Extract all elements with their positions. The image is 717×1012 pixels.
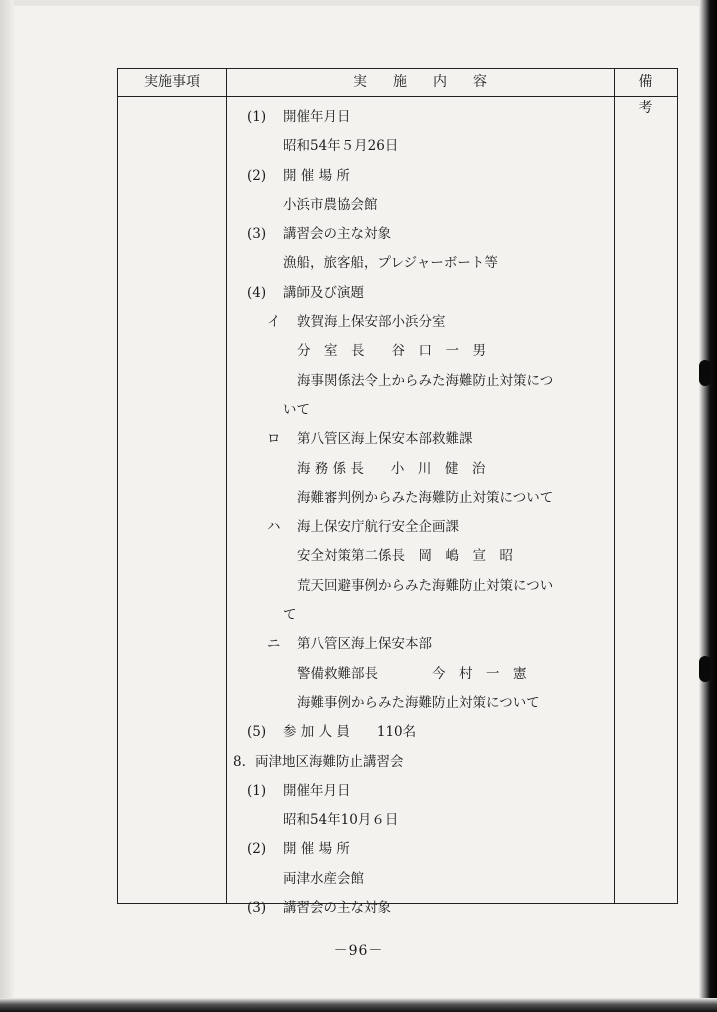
list-item: 海難事例からみた海難防止対策について (297, 694, 540, 711)
list-item: 小浜市農協会館 (283, 196, 378, 213)
list-item: ニ 第八管区海上保安本部 (267, 636, 432, 653)
header-implementation-item: 実施事項 (144, 74, 200, 90)
scan-bottom-edge (0, 998, 717, 1012)
header-implementation-content: 実施内容 (353, 74, 513, 90)
list-item: 海難審判例からみた海難防止対策について (297, 489, 554, 506)
content-column (233, 103, 613, 923)
list-item: 昭和54年10月６日 (283, 812, 399, 829)
header-remarks: 備考 (638, 74, 667, 116)
list-item: (5) 参 加 人 員 110名 (247, 724, 417, 741)
column-divider (614, 69, 615, 903)
list-item: (3) 講習会の主な対象 (247, 900, 391, 917)
page-number: －96－ (333, 943, 384, 959)
list-item: (4) 講師及び演題 (247, 284, 364, 301)
list-item: 海 務 係 長 小 川 健 治 (297, 460, 486, 477)
report-table (117, 68, 678, 917)
column-divider (226, 69, 227, 903)
list-item: て (283, 607, 297, 624)
list-item: 海事関係法令上からみた海難防止対策につ (297, 372, 554, 389)
list-item: 漁船，旅客船，プレジャーボート等 (283, 255, 498, 272)
list-item: 分 室 長 谷 口 一 男 (297, 343, 486, 360)
list-item: (1) 開催年月日 (247, 109, 351, 125)
scan-left-edge (0, 0, 14, 1012)
binder-hole-mark (699, 656, 711, 682)
table-header-row (118, 69, 677, 116)
list-item: 両津水産会館 (283, 870, 364, 887)
list-item: 安全対策第二係長 岡 嶋 宣 昭 (297, 548, 513, 565)
list-item: いて (283, 401, 310, 418)
scan-right-edge (699, 0, 717, 1012)
list-item: 荒天回避事例からみた海難防止対策につい (297, 577, 554, 594)
list-item: 警備救難部長 今 村 一 憲 (297, 665, 527, 682)
list-item: (1) 開催年月日 (247, 782, 351, 799)
list-item: ロ 第八管区海上保安本部救難課 (267, 431, 473, 448)
list-item: (3) 講習会の主な対象 (247, 226, 391, 243)
scan-top-edge (0, 0, 717, 6)
list-item: ハ 海上保安庁航行安全企画課 (267, 519, 459, 536)
list-item: イ 敦賀海上保安部小浜分室 (267, 314, 446, 331)
binder-hole-mark (699, 360, 711, 386)
section-heading: 8. 両津地区海難防止講習会 (233, 753, 404, 770)
list-item: 昭和54年５月26日 (283, 138, 399, 155)
list-item: (2) 開 催 場 所 (247, 841, 350, 858)
list-item: (2) 開 催 場 所 (247, 167, 350, 184)
